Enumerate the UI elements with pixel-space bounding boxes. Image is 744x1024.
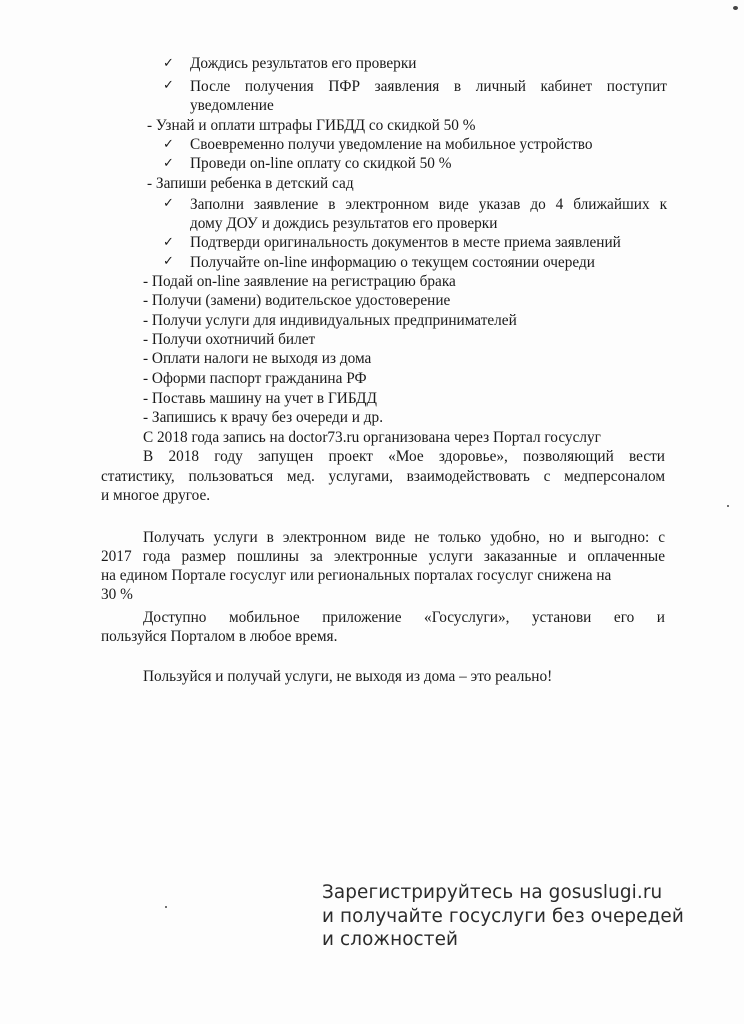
paragraph-line: Доступно мобильное приложение «Госуслуги», установи его и	[143, 609, 665, 626]
service-item: - Получи (замени) водительское удостоверение	[143, 292, 451, 309]
closing-line: Пользуйся и получай услуги, не выходя из дома – это реально!	[143, 668, 553, 685]
service-item: - Оплати налоги не выходя из дома	[143, 350, 372, 367]
scan-speck	[727, 505, 729, 507]
paragraph-line: и многое другое.	[101, 487, 211, 504]
paragraph-line: пользуйся Порталом в любое время.	[101, 628, 338, 645]
scan-speck	[165, 906, 167, 908]
list-item: Получайте on-line информацию о текущем состоянии очереди	[190, 254, 595, 271]
service-item: - Оформи паспорт гражданина РФ	[143, 370, 367, 387]
list-item: После получения ПФР заявления в личный кабинет поступит	[190, 78, 667, 95]
scan-speck	[733, 6, 738, 10]
check-mark-icon: ✓	[163, 235, 174, 250]
list-item: Подтверди оригинальность документов в месте приема заявлений	[190, 234, 621, 251]
check-mark-icon: ✓	[163, 78, 174, 93]
check-mark-icon: ✓	[163, 156, 174, 171]
doctor-note: С 2018 года запись на doctor73.ru организована через Портал госуслуг	[143, 429, 601, 446]
list-item: Заполни заявление в электронном виде указав до 4 ближайших к	[190, 196, 667, 213]
service-item: - Поставь машину на учет в ГИБДД	[143, 390, 377, 407]
list-item: Проведи on-line оплату со скидкой 50 %	[190, 155, 452, 172]
list-item: Своевременно получи уведомление на мобильное устройство	[190, 136, 593, 153]
service-item: - Получи охотничий билет	[143, 331, 316, 348]
service-item: - Получи услуги для индивидуальных предпринимателей	[143, 312, 517, 329]
paragraph-line: статистику, пользоваться мед. услугами, взаимодействовать с медперсоналом	[101, 468, 665, 485]
list-item-continuation: уведомление	[190, 97, 274, 114]
paragraph-line: на едином Портале госуслуг или региональных порталах госуслуг снижена на	[101, 567, 612, 584]
section-heading: - Запиши ребенка в детский сад	[147, 175, 354, 192]
check-mark-icon: ✓	[163, 137, 174, 152]
paragraph-line: Получать услуги в электронном виде не только удобно, но и выгодно: с	[143, 529, 665, 546]
footer-line: и сложностей	[322, 929, 459, 950]
list-item-continuation: дому ДОУ и дождись результатов его проверки	[190, 215, 498, 232]
footer-line: Зарегистрируйтесь на gosuslugi.ru	[322, 882, 663, 903]
check-mark-icon: ✓	[163, 56, 174, 71]
service-item: - Запишись к врачу без очереди и др.	[143, 409, 384, 426]
footer-line: и получайте госуслуги без очередей	[322, 905, 684, 927]
check-mark-icon: ✓	[163, 254, 174, 269]
check-mark-icon: ✓	[163, 196, 174, 211]
list-item: Дождись результатов его проверки	[190, 55, 417, 72]
service-item: - Подай on-line заявление на регистрацию брака	[143, 273, 456, 290]
paragraph-line: В 2018 году запущен проект «Мое здоровье», позволяющий вести	[143, 448, 665, 465]
footer-slogan	[322, 881, 722, 952]
paragraph-line: 30 %	[101, 586, 133, 603]
paragraph-line: 2017 года размер пошлины за электронные услуги заказанные и оплаченные	[101, 548, 665, 565]
section-heading: - Узнай и оплати штрафы ГИБДД со скидкой 50 %	[147, 117, 476, 134]
